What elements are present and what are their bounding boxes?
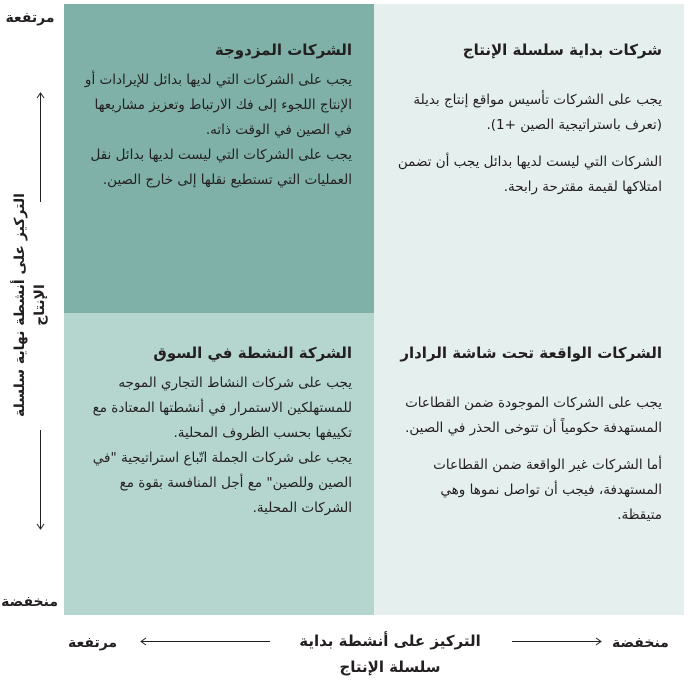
quadrant-text: يجب على الشركات تأسيس مواقع إنتاج بديلة (تعرف باستراتيجية الصين +1). xyxy=(413,92,662,133)
quadrant-text: يجب على شركات الجملة اتّباع استراتيجية "في الصين وللصين" مع أجل المنافسة بقوة مع الشركات المحلية. xyxy=(92,450,352,516)
x-axis-low-label: منخفضة xyxy=(612,635,669,651)
quadrant-text: يجب على الشركات التي ليست لديها بدائل نقل العمليات التي تستطيع نقلها إلى خارج الصين. xyxy=(90,147,352,188)
y-axis-high-label: مرتفعة xyxy=(5,10,55,26)
quadrant-text: أما الشركات غير الواقعة ضمن القطاعات المستهدفة، فيجب أن تواصل نموها وهي متيقظة. xyxy=(433,457,662,523)
quadrant-title: الشركات المزدوجة xyxy=(214,41,352,59)
x-axis-high-label: مرتفعة xyxy=(68,635,118,651)
arrow-left-icon xyxy=(140,637,270,646)
quadrant-title: شركات بداية سلسلة الإنتاج xyxy=(462,41,662,59)
quadrant-title: الشركة النشطة في السوق xyxy=(153,344,352,362)
quadrant-text: يجب على شركات النشاط التجاري الموجه للمستهلكين الاستمرار في أنشطتها المعتادة مع تكييفها بحسب الظروف المحلية. xyxy=(92,375,352,441)
arrow-down-icon xyxy=(36,430,45,530)
x-axis-title-line1: التركيز على أنشطة بداية xyxy=(299,632,481,650)
quadrant-dual-companies xyxy=(64,4,374,313)
x-axis-title xyxy=(270,628,510,680)
quadrant-under-radar-companies xyxy=(374,313,684,615)
arrow-right-icon xyxy=(512,637,602,646)
y-axis-low-label: منخفضة xyxy=(1,594,58,610)
quadrant-market-active-company xyxy=(64,313,374,615)
quadrant-text: الشركات التي ليست لديها بدائل يجب أن تضمن امتلاكها لقيمة مقترحة رابحة. xyxy=(397,154,662,195)
quadrant-text: يجب على الشركات الموجودة ضمن القطاعات المستهدفة حكومياً أن تتوخى الحذر في الصين. xyxy=(405,395,662,436)
quadrant-text: يجب على الشركات التي لديها بدائل للإيرادات أو الإنتاج اللجوء إلى فك الارتباط وتعزيز مشاريعها في الصين في الوقت ذاته. xyxy=(84,72,352,138)
y-axis-title: التركيز على أنشطة نهاية سلسلة الإنتاج xyxy=(12,193,48,417)
quadrant-upstream-companies xyxy=(374,4,684,313)
x-axis-title-line2: سلسلة الإنتاج xyxy=(339,658,441,676)
quadrant-title: الشركات الواقعة تحت شاشة الرادار xyxy=(400,344,662,362)
